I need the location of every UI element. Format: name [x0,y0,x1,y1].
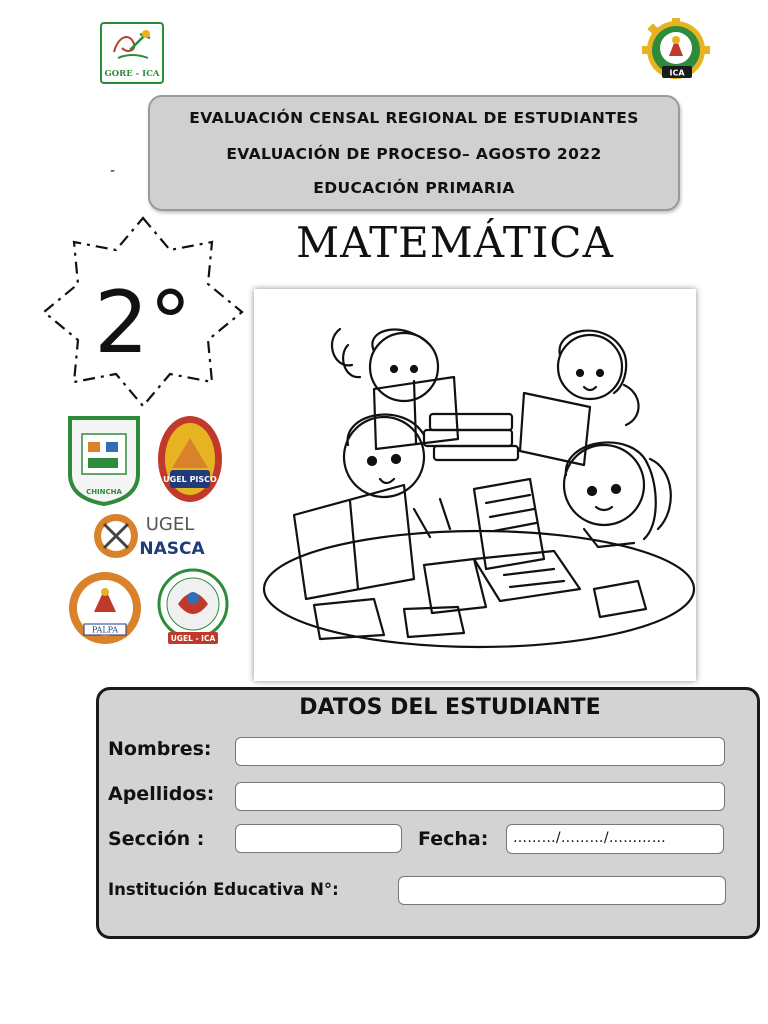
ica-logo-text: ICA [669,68,685,78]
ugel-pisco-logo [156,414,224,504]
apellidos-field[interactable] [235,782,725,811]
title-line-1: EVALUACIÓN CENSAL REGIONAL DE ESTUDIANTES [189,109,639,127]
fecha-label: Fecha: [418,828,489,850]
apellidos-label: Apellidos: [108,783,215,805]
subject-title: MATEMÁTICA [296,218,614,267]
title-line-2: EVALUACIÓN DE PROCESO– AGOSTO 2022 [226,145,602,163]
chincha-logo-text: CHINCHA [86,488,122,496]
gore-ica-logo [100,22,164,84]
seccion-label: Sección : [108,828,205,850]
nasca-logo-top: UGEL [145,514,195,535]
ica-gear-logo [642,18,714,84]
illustration-drawing [254,289,696,681]
nombres-label: Nombres: [108,738,212,760]
institucion-field[interactable] [398,876,726,905]
children-studying-illustration [254,289,696,681]
ugel-chincha-logo [66,414,142,506]
title-line-3: EDUCACIÓN PRIMARIA [313,179,515,197]
gore-logo-text: GORE - ICA [104,69,160,79]
student-data-title: DATOS DEL ESTUDIANTE [299,695,601,720]
palpa-logo-text: PALPA [91,625,119,635]
ugel-palpa-logo [66,570,144,646]
fecha-field[interactable]: ………/………/………… [506,824,724,854]
institucion-label: Institución Educativa N°: [108,880,339,899]
evaluation-title-box [148,95,680,211]
seccion-field[interactable] [235,824,402,853]
ugel-ica-logo [154,568,232,648]
grade-label: 2° [94,273,192,373]
pisco-logo-text: UGEL PISCO [163,475,217,484]
ica-ugel-logo-text: UGEL - ICA [170,634,216,643]
grade-star-badge [40,214,246,410]
nasca-logo-bottom: NASCA [139,539,205,559]
ugel-nasca-logo [92,508,210,564]
nombres-field[interactable] [235,737,725,766]
stray-dash: - [110,163,116,179]
